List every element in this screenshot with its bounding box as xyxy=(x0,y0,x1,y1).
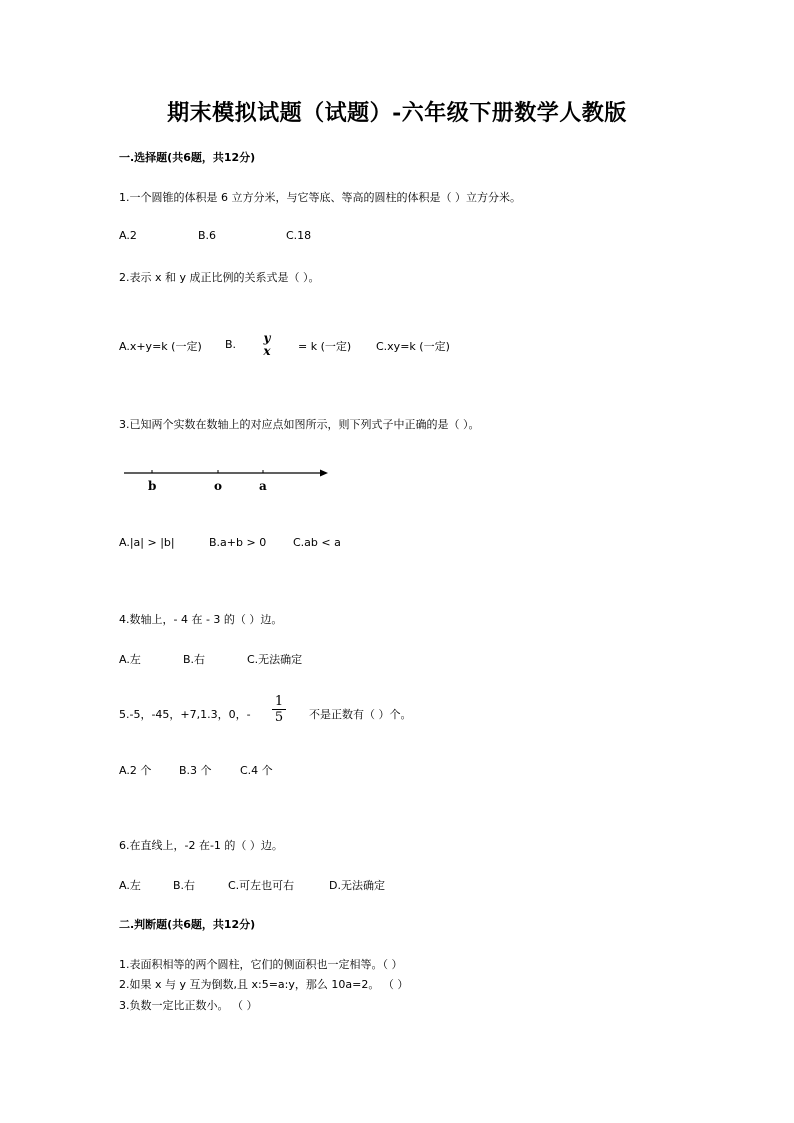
number-line-label-b: b xyxy=(148,479,157,493)
question-3-stem: 3.已知两个实数在数轴上的对应点如图所示，则下列式子中正确的是（ ）。 xyxy=(119,418,480,431)
tf-item-1: 1.表面积相等的两个圆柱，它们的侧面积也一定相等。（ ） xyxy=(119,958,403,971)
q6-option-d: D.无法确定 xyxy=(329,879,385,892)
q1-option-a: A.2 xyxy=(119,229,137,242)
tf-item-3: 3.负数一定比正数小。 （ ） xyxy=(119,999,258,1012)
q3-option-b: B.a+b > 0 xyxy=(209,536,267,549)
question-5-stem-before: 5.-5，-45，+7,1.3，0，- xyxy=(119,708,251,721)
q2-option-b-rest: = k (一定) xyxy=(298,340,352,353)
q6-option-b: B.右 xyxy=(173,879,196,892)
fraction-denominator: x xyxy=(263,344,271,358)
q5-option-b: B.3 个 xyxy=(179,764,212,777)
question-6-stem: 6.在直线上，-2 在-1 的（ ）边。 xyxy=(119,839,283,852)
q5-option-c: C.4 个 xyxy=(240,764,273,777)
q2-option-b: B. xyxy=(225,338,237,351)
section-heading-true-false: 二.判断题(共6题，共12分) xyxy=(119,918,256,931)
fraction-denominator: 5 xyxy=(274,710,284,725)
q6-option-c: C.可左也可右 xyxy=(228,879,295,892)
question-4-stem: 4.数轴上，- 4 在 - 3 的（ ）边。 xyxy=(119,613,283,626)
q4-option-c: C.无法确定 xyxy=(247,653,303,666)
question-2-stem: 2.表示 x 和 y 成正比例的关系式是（ ）。 xyxy=(119,271,320,284)
page-title: 期末模拟试题（试题）-六年级下册数学人教版 xyxy=(167,100,627,126)
q2-option-a: A.x+y=k (一定) xyxy=(119,340,202,353)
q4-option-b: B.右 xyxy=(183,653,206,666)
q6-option-a: A.左 xyxy=(119,879,141,892)
fraction-numerator: 1 xyxy=(274,694,284,709)
q2-fraction-y-over-x xyxy=(260,332,274,358)
q1-option-b: B.6 xyxy=(198,229,217,242)
section-heading-choice: 一.选择题(共6题，共12分) xyxy=(119,151,256,164)
q5-option-a: A.2 个 xyxy=(119,764,152,777)
question-1-stem: 1.一个圆锥的体积是 6 立方分米，与它等底、等高的圆柱的体积是（ ）立方分米。 xyxy=(119,191,521,204)
q3-option-c: C.ab < a xyxy=(293,536,341,549)
question-5-stem-after: 不是正数有（ ）个。 xyxy=(309,708,412,721)
fraction-numerator: y xyxy=(263,331,271,345)
q3-option-a: A.|a| > |b| xyxy=(119,536,175,549)
tf-item-2: 2.如果 x 与 y 互为倒数,且 x:5=a:y，那么 10a=2。 （ ） xyxy=(119,978,409,991)
number-line-label-a: a xyxy=(259,479,267,493)
q1-option-c: C.18 xyxy=(286,229,312,242)
number-line-label-o: o xyxy=(214,479,223,493)
q4-option-a: A.左 xyxy=(119,653,141,666)
q5-fraction-one-fifth xyxy=(272,695,286,724)
q2-option-c: C.xy=k (一定) xyxy=(376,340,450,353)
number-line-arrow xyxy=(320,470,328,477)
